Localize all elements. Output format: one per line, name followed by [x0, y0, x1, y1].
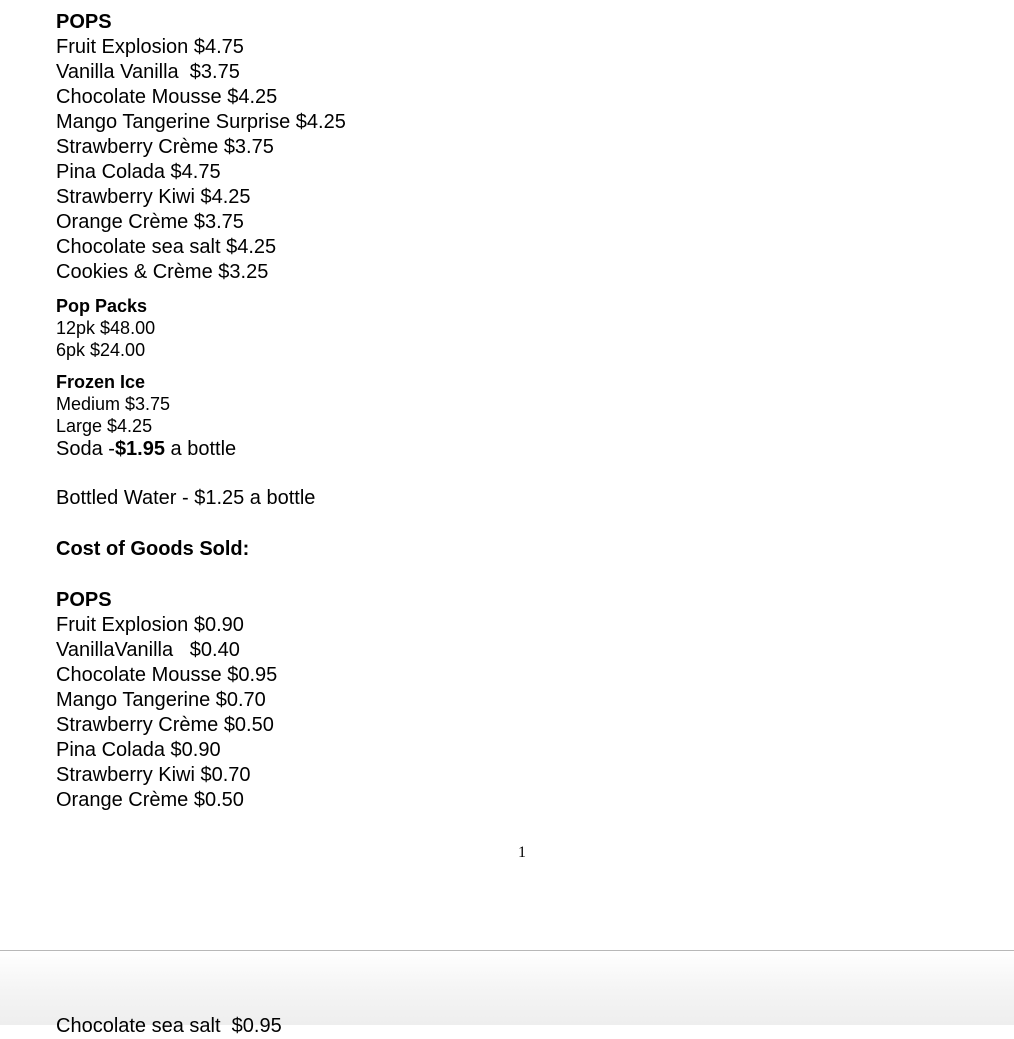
list-item: Medium $3.75	[56, 394, 171, 414]
page-number: 1	[518, 844, 526, 861]
list-item: Vanilla Vanilla $3.75	[56, 61, 240, 83]
list-item: Chocolate Mousse $4.25	[56, 86, 278, 108]
pop-packs-list	[56, 317, 856, 361]
list-item: Orange Crème $3.75	[56, 211, 244, 233]
bottled-water-price: Bottled Water - $1.25 a bottle	[56, 487, 316, 509]
soda-price	[56, 437, 856, 462]
list-item: VanillaVanilla $0.40	[56, 639, 240, 661]
cogs-pops-list	[56, 613, 856, 813]
list-item: Large $4.25	[56, 416, 153, 436]
list-item: Pina Colada $0.90	[56, 739, 221, 761]
cogs-heading: Cost of Goods Sold:	[56, 538, 250, 560]
soda-suffix: a bottle	[165, 438, 237, 460]
pop-packs-heading: Pop Packs	[56, 296, 148, 316]
list-item: Strawberry Kiwi $4.25	[56, 186, 251, 208]
list-item: Cookies & Crème $3.25	[56, 261, 269, 283]
list-item: 6pk $24.00	[56, 340, 146, 360]
frozen-ice-heading: Frozen Ice	[56, 372, 146, 392]
page-content	[56, 10, 856, 813]
list-item: Pina Colada $4.75	[56, 161, 221, 183]
frozen-ice-list	[56, 393, 856, 437]
list-item: Mango Tangerine Surprise $4.25	[56, 111, 346, 133]
soda-price-value: $1.95	[114, 438, 165, 460]
list-item: Fruit Explosion $4.75	[56, 36, 244, 58]
list-item: Chocolate Mousse $0.95	[56, 664, 278, 686]
list-item: Mango Tangerine $0.70	[56, 689, 266, 711]
list-item: Chocolate sea salt $4.25	[56, 236, 277, 258]
next-page-first-line: Chocolate sea salt $0.95	[56, 1015, 282, 1037]
list-item: Strawberry Crème $0.50	[56, 714, 274, 736]
list-item: Fruit Explosion $0.90	[56, 614, 244, 636]
soda-prefix: Soda -	[56, 438, 115, 460]
list-item: 12pk $48.00	[56, 318, 156, 338]
cogs-pops-heading: POPS	[56, 589, 112, 611]
pops-heading: POPS	[56, 11, 112, 33]
list-item: Orange Crème $0.50	[56, 789, 244, 811]
list-item: Strawberry Kiwi $0.70	[56, 764, 251, 786]
pops-price-list	[56, 35, 856, 285]
list-item: Strawberry Crème $3.75	[56, 136, 274, 158]
